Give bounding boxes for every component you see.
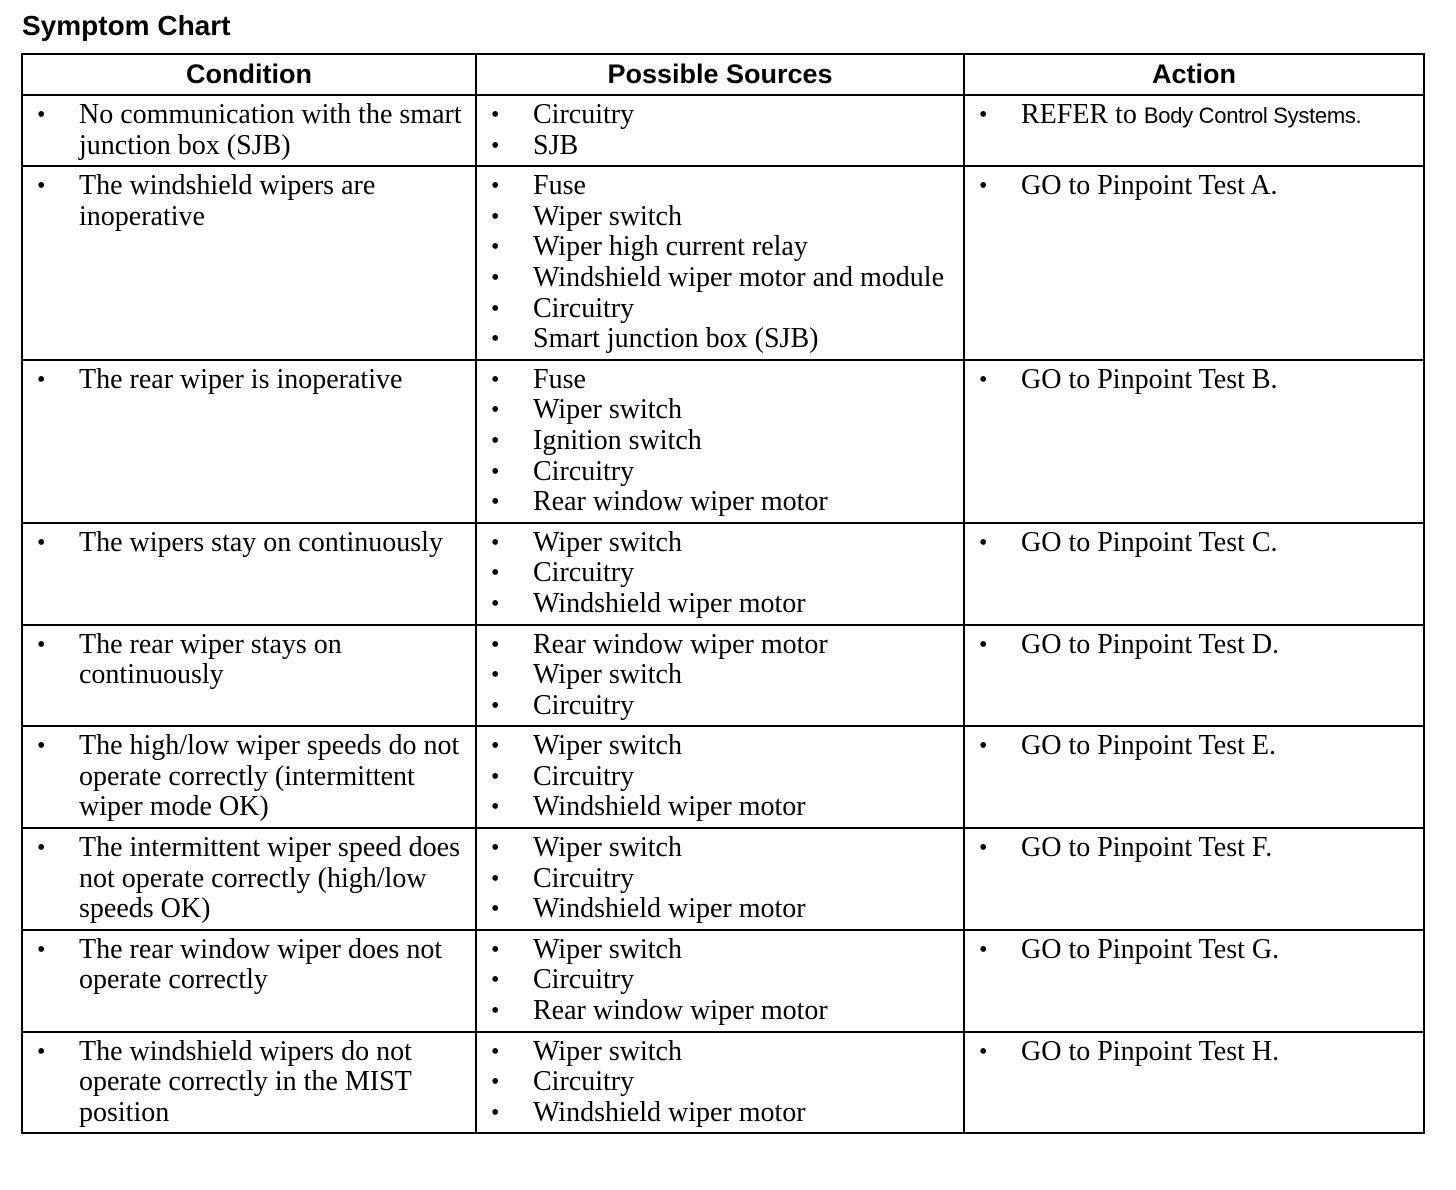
condition-text: • The wipers stay on continuously — [23, 528, 469, 559]
action-cell — [964, 726, 1424, 828]
condition-cell — [22, 95, 476, 166]
source-item: • Wiper switch — [477, 833, 957, 864]
source-item: • Fuse — [477, 171, 957, 202]
source-item: • Windshield wiper motor — [477, 1098, 957, 1129]
header-condition: Condition — [22, 54, 476, 95]
source-item: • Wiper switch — [477, 1037, 957, 1068]
condition-cell — [22, 625, 476, 727]
condition-text: • The rear wiper stays on continuously — [23, 630, 469, 691]
action-link[interactable]: • GO to Pinpoint Test A. — [965, 171, 1417, 202]
source-item: • Circuitry — [477, 691, 957, 722]
source-item: • Windshield wiper motor — [477, 792, 957, 823]
condition-text: • The rear window wiper does not operate correctly — [23, 935, 469, 996]
source-item: • Circuitry — [477, 100, 957, 131]
table-row — [22, 1032, 1424, 1134]
source-item: • Fuse — [477, 365, 957, 396]
condition-cell — [22, 523, 476, 625]
source-item: • Circuitry — [477, 457, 957, 488]
source-item: • Circuitry — [477, 294, 957, 325]
action-link[interactable]: • GO to Pinpoint Test H. — [965, 1037, 1417, 1068]
condition-cell — [22, 930, 476, 1032]
condition-text: • The high/low wiper speeds do not operate correctly (intermittent wiper mode OK) — [23, 731, 469, 823]
sources-cell — [476, 726, 964, 828]
source-item: • Windshield wiper motor — [477, 894, 957, 925]
source-item: • Rear window wiper motor — [477, 487, 957, 518]
sources-cell — [476, 95, 964, 166]
source-item: • Wiper switch — [477, 202, 957, 233]
action-prefix: REFER to — [1021, 99, 1137, 130]
source-item: • Windshield wiper motor and module — [477, 263, 957, 294]
condition-cell — [22, 166, 476, 360]
table-header-row — [22, 54, 1424, 95]
table-row — [22, 95, 1424, 166]
source-item: • Circuitry — [477, 965, 957, 996]
sources-cell — [476, 360, 964, 523]
condition-cell — [22, 726, 476, 828]
source-item: • Wiper switch — [477, 731, 957, 762]
table-row — [22, 828, 1424, 930]
source-item: • Rear window wiper motor — [477, 996, 957, 1027]
condition-text: • The windshield wipers do not operate correctly in the MIST position — [23, 1037, 469, 1129]
table-row — [22, 930, 1424, 1032]
sources-cell — [476, 523, 964, 625]
action-reference-link[interactable]: Body Control Systems. — [1143, 103, 1362, 128]
table-row — [22, 523, 1424, 625]
condition-text: • No communication with the smart junction box (SJB) — [23, 100, 469, 161]
condition-text: • The intermittent wiper speed does not operate correctly (high/low speeds OK) — [23, 833, 469, 925]
action-link[interactable]: • GO to Pinpoint Test B. — [965, 365, 1417, 396]
action-cell — [964, 95, 1424, 166]
condition-cell — [22, 828, 476, 930]
action-cell — [964, 523, 1424, 625]
source-item: • Circuitry — [477, 558, 957, 589]
action-cell — [964, 1032, 1424, 1134]
source-item: • Rear window wiper motor — [477, 630, 957, 661]
sources-cell — [476, 625, 964, 727]
action-cell — [964, 828, 1424, 930]
header-action: Action — [964, 54, 1424, 95]
action-link[interactable]: • GO to Pinpoint Test G. — [965, 935, 1417, 966]
condition-text: • The rear wiper is inoperative — [23, 365, 469, 396]
action-link[interactable]: • GO to Pinpoint Test D. — [965, 630, 1417, 661]
source-item: • SJB — [477, 131, 957, 162]
action-cell — [964, 166, 1424, 360]
sources-cell — [476, 930, 964, 1032]
condition-cell — [22, 1032, 476, 1134]
action-cell — [964, 360, 1424, 523]
action-link[interactable]: • GO to Pinpoint Test C. — [965, 528, 1417, 559]
table-row — [22, 625, 1424, 727]
condition-text: • The windshield wipers are inoperative — [23, 171, 469, 232]
source-item: • Smart junction box (SJB) — [477, 324, 957, 355]
sources-cell — [476, 828, 964, 930]
action-cell — [964, 930, 1424, 1032]
sources-cell — [476, 166, 964, 360]
action-link[interactable]: • GO to Pinpoint Test E. — [965, 731, 1417, 762]
sources-cell — [476, 1032, 964, 1134]
action-item — [965, 100, 1417, 132]
symptom-table — [21, 53, 1425, 1134]
source-item: • Wiper switch — [477, 660, 957, 691]
source-item: • Wiper switch — [477, 395, 957, 426]
action-cell — [964, 625, 1424, 727]
table-row — [22, 166, 1424, 360]
page-title: Symptom Chart — [22, 10, 231, 41]
table-row — [22, 360, 1424, 523]
condition-cell — [22, 360, 476, 523]
source-item: • Wiper switch — [477, 528, 957, 559]
header-possible-sources: Possible Sources — [476, 54, 964, 95]
source-item: • Circuitry — [477, 1067, 957, 1098]
table-row — [22, 726, 1424, 828]
source-item: • Wiper switch — [477, 935, 957, 966]
source-item: • Circuitry — [477, 762, 957, 793]
source-item: • Circuitry — [477, 864, 957, 895]
action-link[interactable]: • GO to Pinpoint Test F. — [965, 833, 1417, 864]
source-item: • Wiper high current relay — [477, 232, 957, 263]
source-item: • Windshield wiper motor — [477, 589, 957, 620]
source-item: • Ignition switch — [477, 426, 957, 457]
